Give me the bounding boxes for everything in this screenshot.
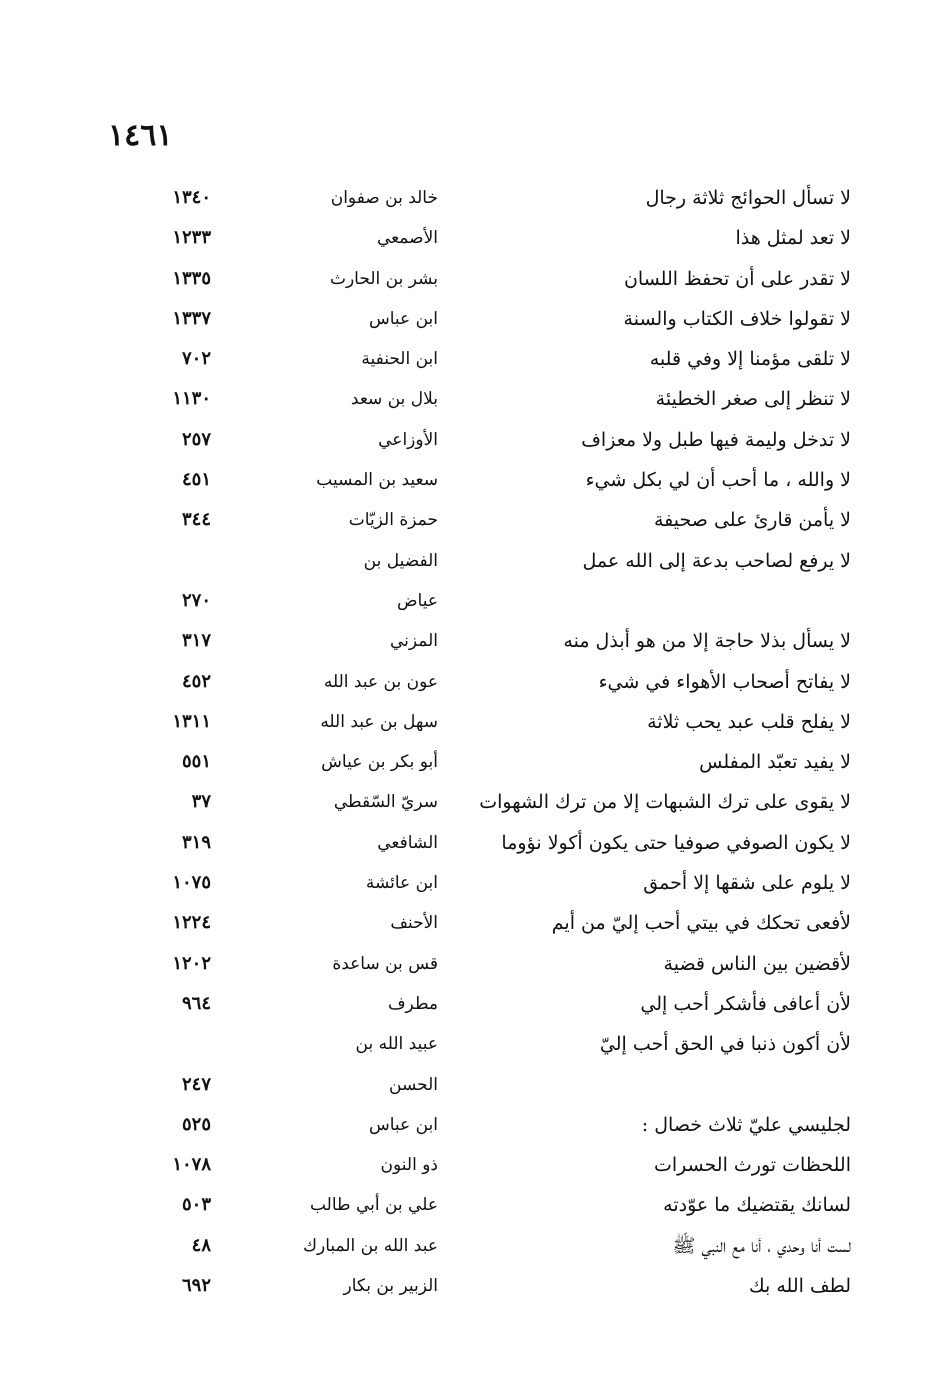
index-phrase: لست أنا وحدي ، أنا مع النبي ﷺ: [672, 1234, 851, 1257]
index-narrator: علي بن أبي طالب: [309, 1195, 438, 1216]
index-narrator: عبد الله بن المبارك: [303, 1235, 438, 1256]
index-phrase: لا يفاتح أصحاب الأهواء في شيء: [598, 670, 851, 693]
index-reference-number: ٢٥٧: [181, 428, 211, 450]
index-reference-number: ٥٥١: [181, 751, 211, 773]
index-reference-number: ١٣٣٥: [172, 267, 211, 289]
index-phrase: لجليسي عليّ ثلاث خصال :: [641, 1113, 851, 1136]
index-narrator: ابن عائشة: [365, 873, 438, 894]
index-reference-number: ١٢٠٢: [172, 952, 211, 974]
index-phrase: لا تنظر إلى صغر الخطيئة: [655, 388, 851, 411]
index-table: [0, 178, 943, 1306]
index-narrator: ابن عباس: [368, 308, 438, 329]
index-row: [0, 379, 943, 419]
index-narrator: بشر بن الحارث: [329, 268, 438, 289]
index-reference-number: ١٠٧٨: [172, 1154, 211, 1176]
index-reference-number: ٢٧٠: [181, 589, 211, 611]
index-phrase: لا يكون الصوفي صوفيا حتى يكون أكولا نؤوما: [501, 831, 851, 854]
index-narrator: مطرف: [387, 993, 438, 1014]
index-narrator: أبو بكر بن عياش: [321, 752, 438, 773]
index-narrator: خالد بن صفوان: [330, 188, 438, 208]
index-reference-number: ٦٩٢: [181, 1275, 211, 1297]
index-reference-number: ١٢٢٤: [172, 912, 211, 934]
index-narrator: المزني: [389, 631, 438, 652]
index-row: [0, 984, 943, 1024]
index-phrase: لا تلقى مؤمنا إلا وفي قلبه: [649, 348, 851, 371]
index-row: [0, 1105, 943, 1145]
index-row: [0, 742, 943, 782]
index-row: [0, 259, 943, 299]
index-phrase: لا يرفع لصاحب بدعة إلى الله عمل: [582, 549, 851, 572]
index-row: [0, 702, 943, 742]
index-narrator: عبيد الله بن: [355, 1034, 438, 1055]
index-row: [0, 339, 943, 379]
index-phrase: لا يلوم على شقها إلا أحمق: [643, 872, 851, 895]
index-phrase: لا يفيد تعبّد المفلس: [699, 751, 851, 774]
index-reference-number: ١٢٣٣: [172, 227, 211, 249]
index-narrator: ابن الحنفية: [361, 349, 438, 370]
index-reference-number: ٤٨: [191, 1234, 211, 1256]
index-narrator: قس بن ساعدة: [332, 953, 438, 974]
index-narrator: بلال بن سعد: [350, 389, 438, 410]
index-reference-number: ٣٤٤: [181, 509, 211, 531]
index-narrator: عون بن عبد الله: [323, 671, 438, 692]
index-phrase: لأن أعافى فأشكر أحب إلي: [640, 992, 851, 1015]
index-narrator: سهل بن عبد الله: [320, 711, 438, 732]
index-row: [0, 944, 943, 984]
index-phrase: اللحظات تورث الحسرات: [653, 1154, 851, 1177]
index-phrase: لا تقولوا خلاف الكتاب والسنة: [623, 307, 851, 330]
index-narrator: الأحنف: [390, 913, 438, 934]
index-phrase: لا تعد لمثل هذا: [735, 227, 851, 250]
index-row: [0, 863, 943, 903]
index-narrator: ابن عباس: [368, 1114, 438, 1135]
index-narrator: الحسن: [389, 1074, 438, 1095]
index-phrase: لا تسأل الحوائج ثلاثة رجال: [645, 187, 851, 209]
index-phrase: لا يفلح قلب عبد يحب ثلاثة: [647, 710, 851, 733]
index-narrator: عياض: [396, 590, 438, 611]
index-narrator: ذو النون: [380, 1155, 438, 1176]
index-phrase: لا يأمن قارئ على صحيفة: [653, 509, 851, 532]
index-reference-number: ٧٠٢: [181, 348, 211, 370]
page-number: ١٤٦١: [108, 118, 173, 153]
index-phrase: لأفعى تحكك في بيتي أحب إليّ من أيم: [551, 912, 851, 935]
index-narrator: الأوزاعي: [378, 429, 438, 450]
index-row: [0, 1226, 943, 1266]
index-reference-number: ١٠٧٥: [172, 872, 211, 894]
index-reference-number: ٥٢٥: [181, 1113, 211, 1135]
index-phrase: لا يسأل بذلا حاجة إلا من هو أبذل منه: [563, 630, 851, 653]
index-row: [0, 581, 943, 621]
index-reference-number: ٤٥١: [181, 469, 211, 491]
index-reference-number: ٩٦٤: [181, 992, 211, 1014]
index-narrator: الزبير بن بكار: [343, 1276, 438, 1297]
index-row: [0, 782, 943, 822]
index-reference-number: ١١٣٠: [172, 388, 211, 410]
index-row: [0, 1266, 943, 1306]
index-row: [0, 1185, 943, 1225]
index-row: [0, 299, 943, 339]
index-narrator: حمزة الزيّات: [348, 510, 438, 531]
index-phrase: لا يقوى على ترك الشبهات إلا من ترك الشهوات: [479, 791, 851, 814]
index-reference-number: ٣١٩: [181, 831, 211, 853]
index-row: [0, 541, 943, 581]
index-reference-number: ٣٧: [191, 791, 211, 813]
index-reference-number: ١٣٤٠: [172, 187, 211, 208]
index-row: [0, 1024, 943, 1064]
index-phrase: لا تدخل وليمة فيها طبل ولا معزاف: [581, 428, 851, 451]
index-phrase: لا تقدر على أن تحفظ اللسان: [623, 267, 851, 290]
index-reference-number: ٢٤٧: [181, 1073, 211, 1095]
index-phrase: لأن أكون ذنبا في الحق أحب إليّ: [599, 1033, 851, 1056]
index-reference-number: ٥٠٣: [181, 1194, 211, 1216]
index-row: [0, 903, 943, 943]
index-narrator: الفضيل بن: [363, 550, 438, 571]
index-row: [0, 218, 943, 258]
index-row: [0, 178, 943, 218]
index-reference-number: ١٣٣٧: [172, 307, 211, 329]
index-row: [0, 823, 943, 863]
index-phrase: لا والله ، ما أحب أن لي بكل شيء: [585, 469, 851, 492]
index-phrase: لسانك يقتضيك ما عوّدته: [663, 1194, 851, 1217]
index-narrator: سريّ السّقطي: [333, 792, 438, 813]
index-phrase: لطف الله بك: [749, 1275, 851, 1298]
index-row: [0, 460, 943, 500]
index-reference-number: ٣١٧: [181, 630, 211, 652]
index-row: [0, 420, 943, 460]
index-row: [0, 621, 943, 661]
index-reference-number: ٤٥٢: [181, 670, 211, 692]
index-row: [0, 1145, 943, 1185]
index-narrator: الشافعي: [377, 832, 438, 853]
index-reference-number: ١٣١١: [172, 710, 211, 732]
index-phrase: لأقضين بين الناس قضية: [663, 952, 851, 975]
index-narrator: الأصمعي: [376, 228, 438, 249]
index-row: [0, 500, 943, 540]
index-narrator: سعيد بن المسيب: [316, 470, 438, 491]
index-row: [0, 1065, 943, 1105]
index-row: [0, 662, 943, 702]
